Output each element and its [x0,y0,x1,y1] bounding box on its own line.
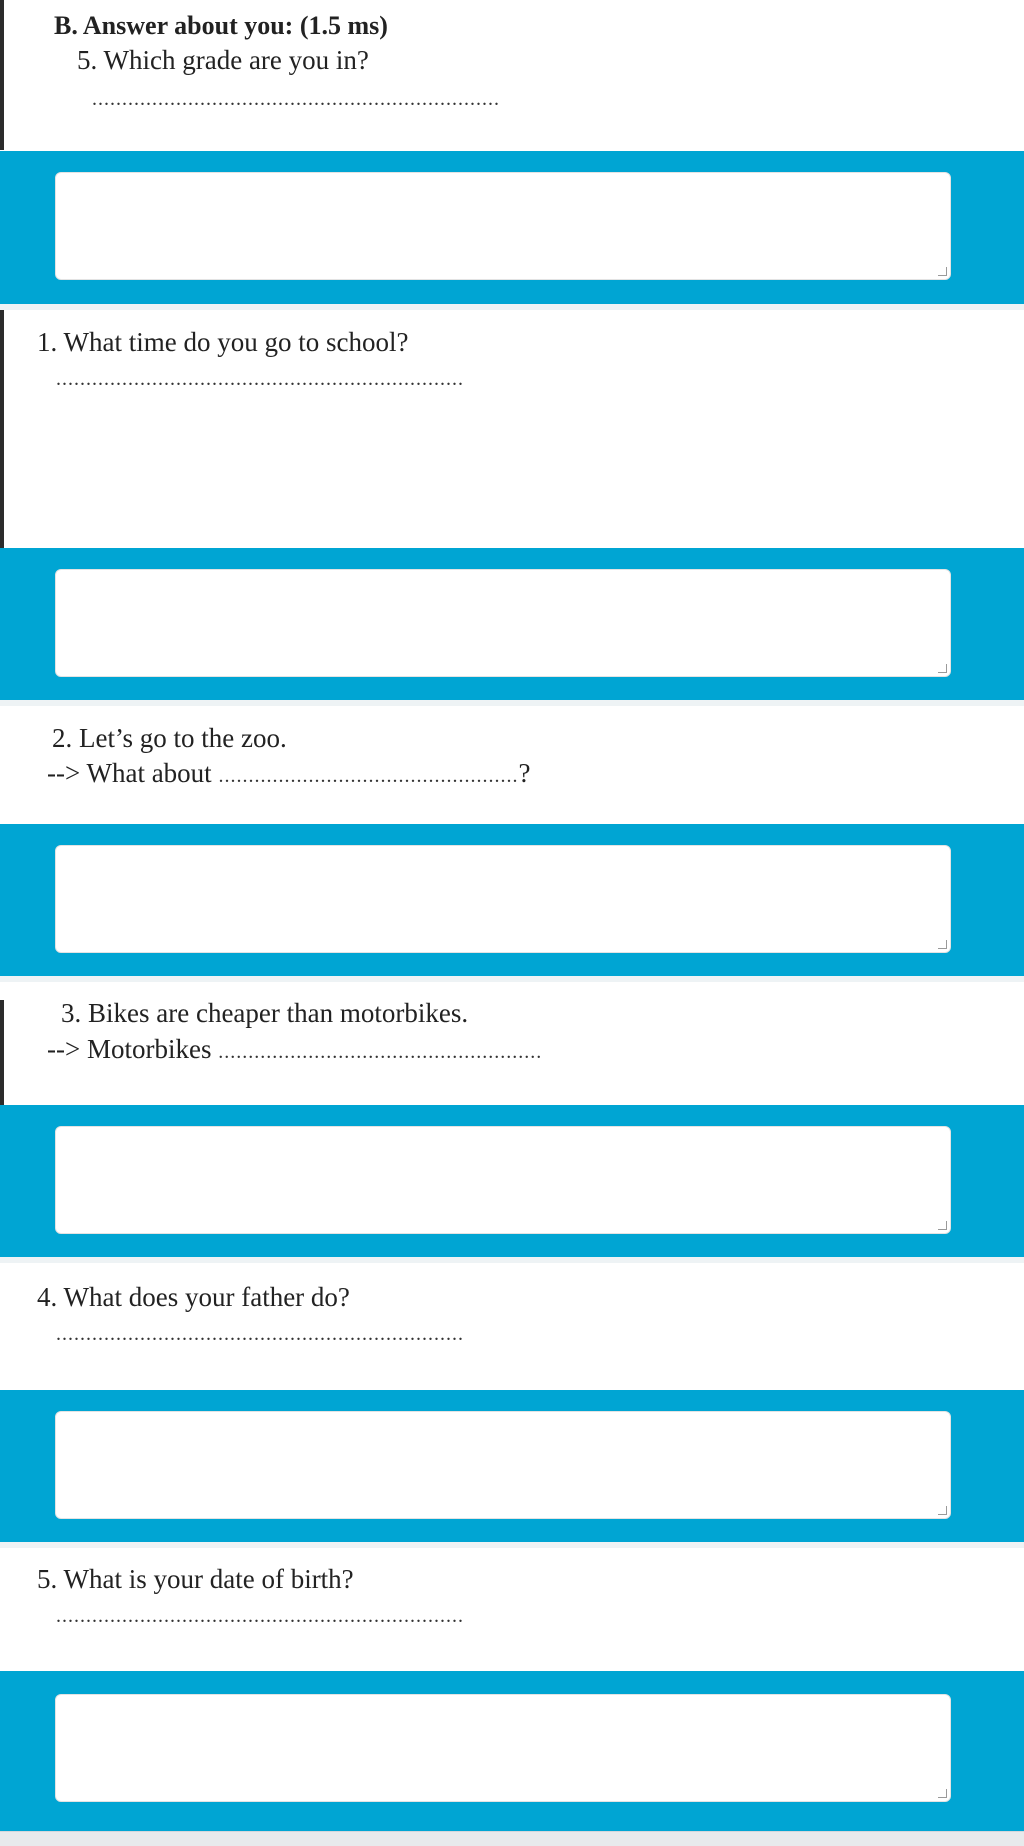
answer-line: .................................................. [218,765,519,787]
question-text: 3. Bikes are cheaper than motorbikes. [61,998,469,1028]
answer-input[interactable] [55,1694,951,1802]
band-divider [0,1257,1024,1263]
answer-prompt [47,760,530,787]
answer-input[interactable] [55,1411,951,1519]
resize-grip-icon[interactable] [938,1789,947,1798]
band-divider [0,700,1024,706]
question-text: 5. Which grade are you in? [77,45,369,75]
answer-line: .................................................................... [56,1605,464,1627]
left-edge [0,0,4,150]
resize-grip-icon[interactable] [938,664,947,673]
section-title: B. Answer about you: (1.5 ms) [54,11,388,40]
answer-line: .................................................................... [56,1323,464,1345]
band-divider [0,976,1024,982]
prompt-label: --> What about [47,758,212,788]
band-divider [0,1542,1024,1548]
prompt-label: --> Motorbikes [47,1034,212,1064]
left-edge [0,1000,4,1110]
answer-input[interactable] [55,845,951,953]
answer-prompt [47,1036,542,1063]
resize-grip-icon[interactable] [938,267,947,276]
resize-grip-icon[interactable] [938,1221,947,1230]
answer-input[interactable] [55,172,951,280]
answer-line: .................................................................... [92,88,500,110]
answer-input[interactable] [55,1126,951,1234]
band-divider [0,304,1024,310]
question-text: 4. What does your father do? [37,1282,350,1312]
resize-grip-icon[interactable] [938,1506,947,1515]
left-edge [0,310,4,550]
question-text: 2. Let’s go to the zoo. [52,723,287,753]
answer-line: .................................................................... [56,368,464,390]
answer-input[interactable] [55,569,951,677]
prompt-suffix: ? [518,758,531,788]
question-text: 1. What time do you go to school? [37,327,409,357]
question-text: 5. What is your date of birth? [37,1564,354,1594]
bottom-bar [0,1831,1024,1846]
resize-grip-icon[interactable] [938,940,947,949]
answer-line: ...................................................... [218,1041,543,1063]
